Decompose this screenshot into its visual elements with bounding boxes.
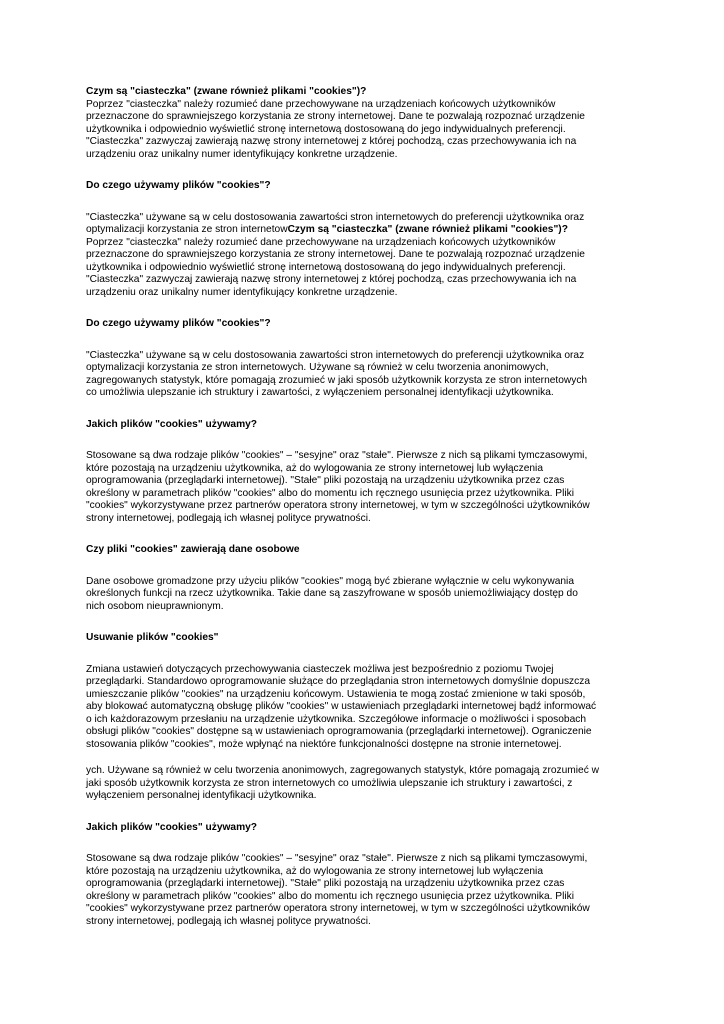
section-paragraph: Stosowane są dwa rodzaje plików "cookies" – "sesyjne" oraz "stałe". Pierwsze z nich są plikami tymczasowymi, które pozostają na urządzeniu użytkownika, aż do wylogowania ze strony internetowej lub wyłączenia oprogramowania (przeglądarki internetowej). "Stałe" pliki pozostają na urządzeniu użytkownika przez czas określony w parametrach plików "cookies" albo do momentu ich ręcznego usunięcia przez użytkownika. Pliki "cookies" wykorzystywane przez partnerów operatora strony internetowej, w tym w szczególności użytkowników strony internetowej, podlegają ich własnej polityce prywatności. xyxy=(86,450,590,524)
section-heading: Usuwanie plików "cookies" xyxy=(86,632,219,643)
section-heading: Czym są "ciasteczka" (zwane również plikami "cookies")? xyxy=(86,86,367,97)
section-paragraph: "Ciasteczka" używane są w celu dostosowania zawartości stron internetowych do preferencji użytkownika oraz optymalizacji korzystania ze stron internetowych. Używane są również w celu tworzenia anonimowych, zagregowanych statystyk, które pomagają zrozumieć w jaki sposób użytkownik korzysta ze stron internetowych co umożliwia ulepszanie ich struktury i zawartości, z wyłączeniem personalnej identyfikacji użytkownika. xyxy=(86,349,588,398)
section-heading: Do czego używamy plików "cookies"? xyxy=(86,180,271,191)
document-page xyxy=(86,86,646,928)
inline-bold-heading: Czym są "ciasteczka" (zwane również plikami "cookies")? xyxy=(287,224,568,235)
section-heading: Jakich plików "cookies" używamy? xyxy=(86,418,258,430)
section-paragraph: Poprzez "ciasteczka" należy rozumieć dane przechowywane na urządzeniach końcowych użytkowników przeznaczone do sprawniejszego korzystania ze strony internetowej. Dane te pozwalają rozpoznać urządzenie użytkownika i odpowiednio wyświetlić stronę internetową dostosowaną do jego indywidualnych preferencji. "Ciasteczka" zazwyczaj zawierają nazwę strony internetowej z której pochodzą, czas przechowywania ich na urządzeniu oraz unikalny numer identyfikujący konkretne urządzenie. xyxy=(86,98,585,160)
section-paragraph: ych. Używane są również w celu tworzenia anonimowych, zagregowanych statystyk, które pomagają zrozumieć w jaki sposób użytkownik korzysta ze stron internetowych co umożliwia ulepszanie ich struktury i zawartości, z wyłączeniem personalnej identyfikacji użytkownika. xyxy=(86,765,599,801)
section-heading: Do czego używamy plików "cookies"? xyxy=(86,318,271,329)
section-heading: Jakich plików "cookies" używamy? xyxy=(86,821,258,833)
paragraph-text: Poprzez "ciasteczka" należy rozumieć dane przechowywane na urządzeniach końcowych użytkowników przeznaczone do sprawniejszego korzystania ze strony internetowej. Dane te pozwalają rozpoznać urządzenie użytkownika i odpowiednio wyświetlić stronę internetową dostosowaną do jego indywidualnych preferencji. "Ciasteczka" zazwyczaj zawierają nazwę strony internetowej z której pochodzą, czas przechowywania ich na urządzeniu oraz unikalny numer identyfikujący konkretne urządzenie. xyxy=(86,236,585,298)
section-paragraph: Stosowane są dwa rodzaje plików "cookies" – "sesyjne" oraz "stałe". Pierwsze z nich są plikami tymczasowymi, które pozostają na urządzeniu użytkownika, aż do wylogowania ze strony internetowej lub wyłączenia oprogramowania (przeglądarki internetowej). "Stałe" pliki pozostają na urządzeniu użytkownika przez czas określony w parametrach plików "cookies" albo do momentu ich ręcznego usunięcia przez użytkownika. Pliki "cookies" wykorzystywane przez partnerów operatora strony internetowej, w tym w szczególności użytkowników strony internetowej, podlegają ich własnej polityce prywatności. xyxy=(86,853,590,927)
section-paragraph: Zmiana ustawień dotyczących przechowywania ciasteczek możliwa jest bezpośrednio z poziomu Twojej przeglądarki. Standardowo oprogramowanie służące do przeglądania stron internetowych domyślnie dopuszcza umieszczanie plików "cookies" na urządzeniu końcowym. Ustawienia te mogą zostać zmienione w taki sposób, aby blokować automatyczną obsługę plików "cookies" w ustawieniach przeglądarki internetowej bądź informować o ich każdorazowym przesłaniu na urządzenie użytkownika. Szczegółowe informacje o możliwości i sposobach obsługi plików "cookies" dostępne są w ustawieniach oprogramowania (przeglądarki internetowej). Ograniczenie stosowania plików "cookies", może wpłynąć na niektóre funkcjonalności dostępne na stronie internetowej. xyxy=(86,663,597,750)
section-paragraph: Dane osobowe gromadzone przy użyciu plików "cookies" mogą być zbierane wyłącznie w celu wykonywania określonych funkcji na rzecz użytkownika. Takie dane są zaszyfrowane w sposób uniemożliwiający dostęp do nich osobom nieuprawnionym. xyxy=(86,575,578,612)
section-heading: Czy pliki "cookies" zawierają dane osobowe xyxy=(86,544,300,555)
section-paragraph xyxy=(86,212,646,300)
paragraph-text: "Ciasteczka" używane są w celu dostosowania zawartości stron internetowych do preferencji użytkownika oraz optymalizacji korzystania ze stron internetow xyxy=(86,211,585,235)
